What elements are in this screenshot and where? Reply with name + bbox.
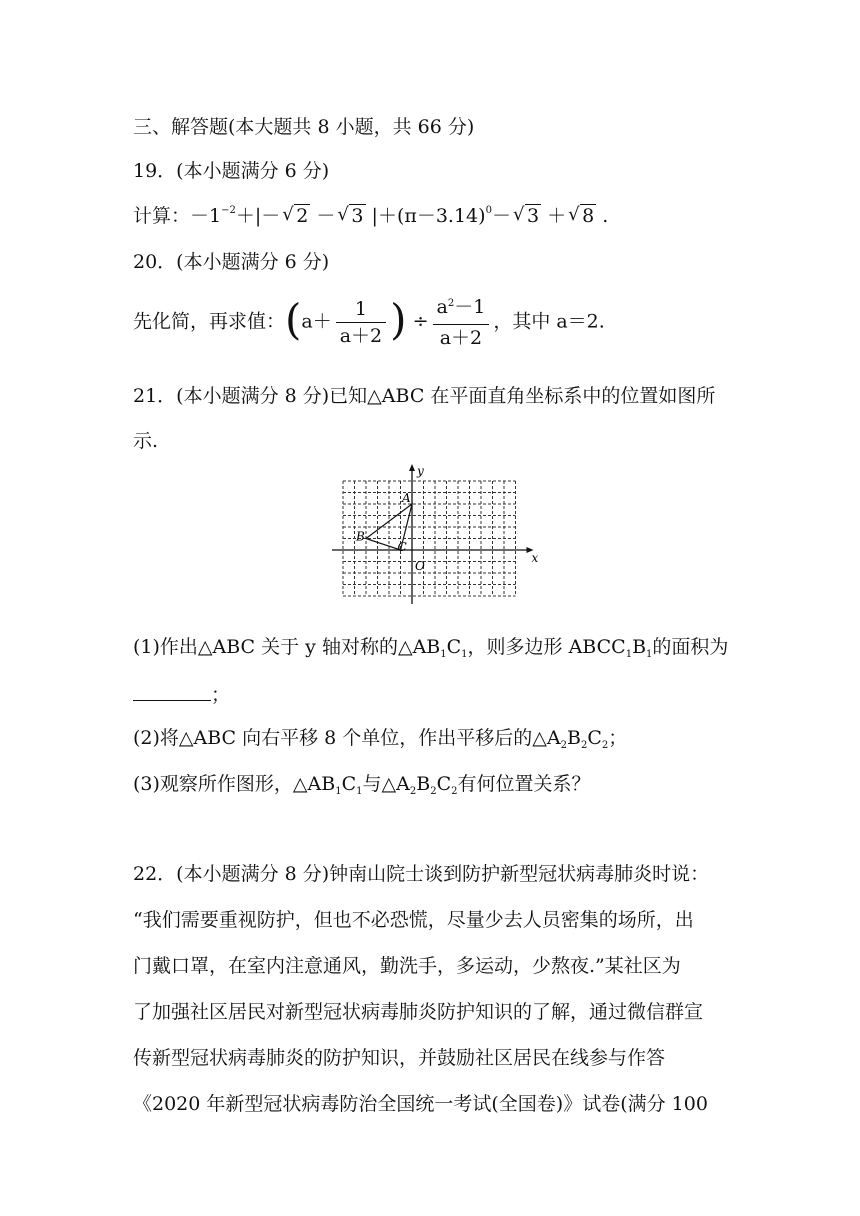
q19-term5: － <box>491 205 511 227</box>
q19-expression <box>133 202 608 234</box>
q19-prefix: 计算： <box>133 205 191 227</box>
grid-lines <box>343 481 516 596</box>
x-axis-label: x <box>531 551 538 565</box>
sqrt-8: √ 8 <box>568 202 596 230</box>
section-title: 三、解答题(本大题共 8 小题，共 66 分) <box>133 116 475 138</box>
fraction-2 <box>433 294 490 351</box>
point-a-label: A <box>402 491 411 505</box>
q20-suffix: ，其中 a＝2. <box>493 310 605 333</box>
q22-line-4: 了加强社区居民对新型冠状病毒肺炎防护知识的了解，通过微信群宣 <box>133 1001 704 1023</box>
q19-term4: |＋(π－3.14) <box>365 205 486 227</box>
q20-a-plus: a＋ <box>301 310 332 333</box>
q20-header: 20．(本小题满分 6 分) <box>133 251 330 273</box>
q20-expression <box>133 294 605 351</box>
q19-term1: －1 <box>190 205 222 227</box>
q21-line-2: 示. <box>133 430 159 452</box>
sqrt-3: √ 3 <box>337 202 365 230</box>
right-paren: ) <box>390 294 407 344</box>
answer-blank[interactable] <box>133 680 211 701</box>
q22-line-2: “我们需要重视防护，但也不必恐慌，尽量少去人员密集的场所，出 <box>133 909 694 931</box>
q22-line-6: 《2020 年新型冠状病毒防治全国统一考试(全国卷)》试卷(满分 100 <box>133 1093 708 1115</box>
left-paren: ( <box>285 294 302 344</box>
coordinate-grid-figure <box>328 464 538 614</box>
q22-line-3: 门戴口罩，在室内注意通风，勤洗手，多运动，少熬夜.”某社区为 <box>133 955 681 977</box>
fraction-1-numerator: 1 <box>336 296 386 323</box>
fraction-2-numerator: $a^2-1$ <box>433 294 490 325</box>
q19-term7: . <box>596 205 609 227</box>
origin-label: O <box>415 559 425 573</box>
sqrt-3-second: √ 3 <box>513 202 541 230</box>
q19-header: 19．(本小题满分 6 分) <box>133 160 330 182</box>
q20-prefix: 先化简，再求值： <box>133 310 286 333</box>
q22-line-5: 传新型冠状病毒肺炎的防护知识，并鼓励社区居民在线参与作答 <box>133 1047 666 1069</box>
y-axis-arrow-icon <box>409 464 415 471</box>
divide-sign: ÷ <box>412 310 429 333</box>
fraction-2-denominator: a＋2 <box>439 327 483 349</box>
point-b-label: B <box>356 529 365 544</box>
q21-part-1: (1)作出△ABC 关于 y 轴对称的$\triangle AB_1C_1$，则多边形 $ABCC_1B_1$的面积为 <box>133 636 729 660</box>
q21-line-1: 21．(本小题满分 8 分)已知△ABC 在平面直角坐标系中的位置如图所 <box>133 385 716 407</box>
q19-term6: ＋ <box>541 205 567 227</box>
q19-term1-exponent: −2 <box>221 205 236 216</box>
q21-part-2: (2)将△ABC 向右平移 8 个单位，作出平移后的$\triangle A_2B_2C_2$； <box>133 727 628 751</box>
y-axis-label: y <box>417 464 424 478</box>
q19-term4-exponent: 0 <box>485 205 492 216</box>
q19-term2: ＋|－ <box>235 205 281 227</box>
point-c-label: C <box>397 540 407 554</box>
sqrt-2: √ 2 <box>282 202 310 230</box>
q19-term3: － <box>310 205 336 227</box>
q21-part-1-answer: ； <box>133 680 230 709</box>
fraction-1-denominator: a＋2 <box>339 325 383 347</box>
q21-part-3: (3)观察所作图形，$\triangle AB_1C_1$与$\triangle A_2B_2C_2$有何位置关系？ <box>133 773 591 797</box>
q22-line-1: 22．(本小题满分 8 分)钟南山院士谈到防护新型冠状病毒肺炎时说： <box>133 863 710 885</box>
fraction-1 <box>336 296 386 349</box>
